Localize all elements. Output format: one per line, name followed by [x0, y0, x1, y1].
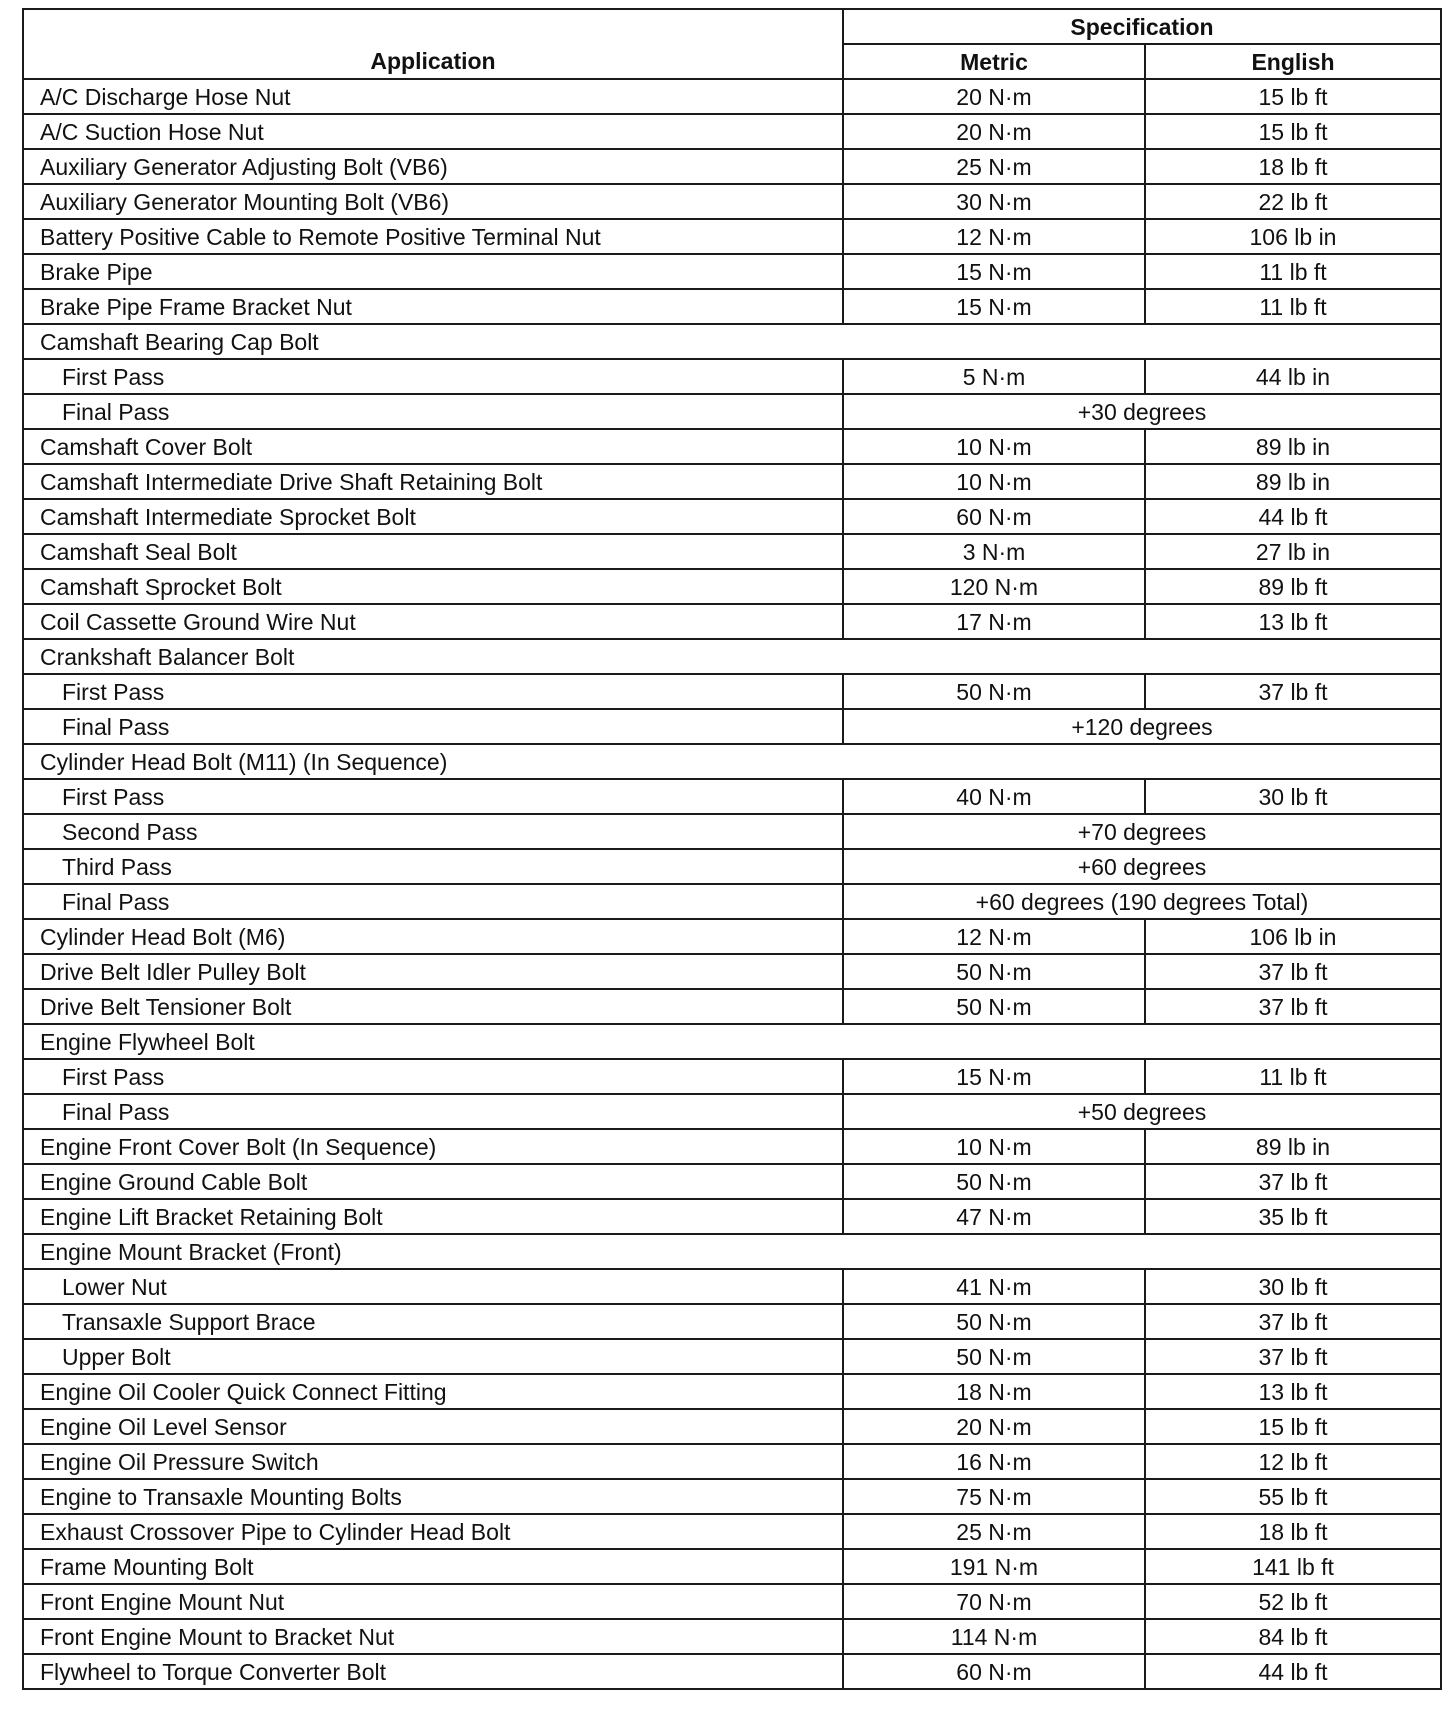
english-value-cell: 30 lb ft	[1145, 779, 1441, 814]
english-value-cell: 15 lb ft	[1145, 114, 1441, 149]
table-group-row	[23, 1234, 1441, 1269]
table-row	[23, 1269, 1441, 1304]
sub-application-cell: First Pass	[23, 779, 843, 814]
english-value-cell: 13 lb ft	[1145, 1374, 1441, 1409]
table-row	[23, 534, 1441, 569]
metric-value-cell: 120 N·m	[843, 569, 1145, 604]
application-cell: Auxiliary Generator Mounting Bolt (VB6)	[23, 184, 843, 219]
metric-value-cell: 15 N·m	[843, 254, 1145, 289]
empty-spec-cell	[843, 1024, 1441, 1059]
table-row	[23, 569, 1441, 604]
metric-value-cell: 60 N·m	[843, 499, 1145, 534]
application-cell: Exhaust Crossover Pipe to Cylinder Head Bolt	[23, 1514, 843, 1549]
table-row	[23, 1584, 1441, 1619]
metric-value-cell: 20 N·m	[843, 79, 1145, 114]
table-row	[23, 604, 1441, 639]
metric-value-cell: 25 N·m	[843, 1514, 1145, 1549]
english-value-cell: 37 lb ft	[1145, 989, 1441, 1024]
table-row	[23, 114, 1441, 149]
english-value-cell: 89 lb ft	[1145, 569, 1441, 604]
sub-application-cell: Final Pass	[23, 884, 843, 919]
sub-application-cell: Second Pass	[23, 814, 843, 849]
spec-table-body	[23, 79, 1441, 1689]
metric-value-cell: 50 N·m	[843, 954, 1145, 989]
table-row	[23, 1129, 1441, 1164]
english-value-cell: 13 lb ft	[1145, 604, 1441, 639]
metric-value-cell: 191 N·m	[843, 1549, 1145, 1584]
english-value-cell: 44 lb ft	[1145, 499, 1441, 534]
metric-value-cell: 40 N·m	[843, 779, 1145, 814]
english-value-cell: 37 lb ft	[1145, 954, 1441, 989]
application-cell: Flywheel to Torque Converter Bolt	[23, 1654, 843, 1689]
angle-spec-cell: +70 degrees	[843, 814, 1441, 849]
table-row	[23, 884, 1441, 919]
angle-spec-cell: +30 degrees	[843, 394, 1441, 429]
table-row	[23, 394, 1441, 429]
table-row	[23, 254, 1441, 289]
table-group-row	[23, 324, 1441, 359]
application-cell: Frame Mounting Bolt	[23, 1549, 843, 1584]
application-cell: A/C Discharge Hose Nut	[23, 79, 843, 114]
sub-application-cell: Final Pass	[23, 1094, 843, 1129]
english-value-cell: 37 lb ft	[1145, 674, 1441, 709]
application-cell: A/C Suction Hose Nut	[23, 114, 843, 149]
english-value-cell: 84 lb ft	[1145, 1619, 1441, 1654]
application-cell: Cylinder Head Bolt (M11) (In Sequence)	[23, 744, 843, 779]
english-value-cell: 35 lb ft	[1145, 1199, 1441, 1234]
english-value-cell: 22 lb ft	[1145, 184, 1441, 219]
metric-value-cell: 50 N·m	[843, 989, 1145, 1024]
application-cell: Engine Ground Cable Bolt	[23, 1164, 843, 1199]
empty-spec-cell	[843, 324, 1441, 359]
english-value-cell: 15 lb ft	[1145, 1409, 1441, 1444]
application-header: Application	[23, 9, 843, 79]
english-value-cell: 18 lb ft	[1145, 1514, 1441, 1549]
english-value-cell: 37 lb ft	[1145, 1304, 1441, 1339]
metric-value-cell: 17 N·m	[843, 604, 1145, 639]
table-row	[23, 499, 1441, 534]
table-row	[23, 954, 1441, 989]
application-cell: Brake Pipe	[23, 254, 843, 289]
application-cell: Drive Belt Tensioner Bolt	[23, 989, 843, 1024]
application-cell: Engine Oil Level Sensor	[23, 1409, 843, 1444]
english-value-cell: 141 lb ft	[1145, 1549, 1441, 1584]
metric-value-cell: 3 N·m	[843, 534, 1145, 569]
application-cell: Engine Lift Bracket Retaining Bolt	[23, 1199, 843, 1234]
application-cell: Brake Pipe Frame Bracket Nut	[23, 289, 843, 324]
english-value-cell: 55 lb ft	[1145, 1479, 1441, 1514]
application-cell: Auxiliary Generator Adjusting Bolt (VB6)	[23, 149, 843, 184]
english-value-cell: 106 lb in	[1145, 919, 1441, 954]
application-cell: Camshaft Seal Bolt	[23, 534, 843, 569]
table-row	[23, 1059, 1441, 1094]
application-cell: Camshaft Sprocket Bolt	[23, 569, 843, 604]
table-row	[23, 1619, 1441, 1654]
english-value-cell: 11 lb ft	[1145, 254, 1441, 289]
table-row	[23, 289, 1441, 324]
application-cell: Engine Mount Bracket (Front)	[23, 1234, 843, 1269]
application-cell: Front Engine Mount to Bracket Nut	[23, 1619, 843, 1654]
metric-value-cell: 114 N·m	[843, 1619, 1145, 1654]
english-value-cell: 11 lb ft	[1145, 1059, 1441, 1094]
application-cell: Coil Cassette Ground Wire Nut	[23, 604, 843, 639]
sub-application-cell: Final Pass	[23, 709, 843, 744]
table-group-row	[23, 639, 1441, 674]
metric-value-cell: 10 N·m	[843, 1129, 1145, 1164]
sub-application-cell: Final Pass	[23, 394, 843, 429]
sub-application-cell: Third Pass	[23, 849, 843, 884]
table-row	[23, 919, 1441, 954]
table-row	[23, 1094, 1441, 1129]
angle-spec-cell: +120 degrees	[843, 709, 1441, 744]
english-value-cell: 11 lb ft	[1145, 289, 1441, 324]
english-header: English	[1145, 44, 1441, 79]
metric-value-cell: 10 N·m	[843, 429, 1145, 464]
angle-spec-cell: +60 degrees	[843, 849, 1441, 884]
metric-header: Metric	[843, 44, 1145, 79]
table-row	[23, 359, 1441, 394]
angle-spec-cell: +50 degrees	[843, 1094, 1441, 1129]
english-value-cell: 15 lb ft	[1145, 79, 1441, 114]
english-value-cell: 27 lb in	[1145, 534, 1441, 569]
application-cell: Camshaft Cover Bolt	[23, 429, 843, 464]
table-row	[23, 1549, 1441, 1584]
sub-application-cell: Lower Nut	[23, 1269, 843, 1304]
metric-value-cell: 12 N·m	[843, 919, 1145, 954]
metric-value-cell: 18 N·m	[843, 1374, 1145, 1409]
metric-value-cell: 50 N·m	[843, 1164, 1145, 1199]
specification-header: Specification	[843, 9, 1441, 44]
application-cell: Crankshaft Balancer Bolt	[23, 639, 843, 674]
table-group-row	[23, 1024, 1441, 1059]
metric-value-cell: 60 N·m	[843, 1654, 1145, 1689]
table-row	[23, 1514, 1441, 1549]
application-cell: Camshaft Intermediate Sprocket Bolt	[23, 499, 843, 534]
table-row	[23, 184, 1441, 219]
english-value-cell: 106 lb in	[1145, 219, 1441, 254]
application-cell: Engine to Transaxle Mounting Bolts	[23, 1479, 843, 1514]
metric-value-cell: 75 N·m	[843, 1479, 1145, 1514]
application-cell: Engine Flywheel Bolt	[23, 1024, 843, 1059]
table-row	[23, 674, 1441, 709]
application-cell: Engine Oil Cooler Quick Connect Fitting	[23, 1374, 843, 1409]
metric-value-cell: 47 N·m	[843, 1199, 1145, 1234]
metric-value-cell: 12 N·m	[843, 219, 1145, 254]
empty-spec-cell	[843, 1234, 1441, 1269]
metric-value-cell: 70 N·m	[843, 1584, 1145, 1619]
table-row	[23, 464, 1441, 499]
metric-value-cell: 10 N·m	[843, 464, 1145, 499]
application-cell: Camshaft Bearing Cap Bolt	[23, 324, 843, 359]
table-row	[23, 429, 1441, 464]
english-value-cell: 12 lb ft	[1145, 1444, 1441, 1479]
table-row	[23, 79, 1441, 114]
english-value-cell: 52 lb ft	[1145, 1584, 1441, 1619]
application-cell: Camshaft Intermediate Drive Shaft Retaining Bolt	[23, 464, 843, 499]
sub-application-cell: First Pass	[23, 1059, 843, 1094]
application-cell: Cylinder Head Bolt (M6)	[23, 919, 843, 954]
english-value-cell: 89 lb in	[1145, 429, 1441, 464]
table-row	[23, 1199, 1441, 1234]
table-row	[23, 1479, 1441, 1514]
application-cell: Front Engine Mount Nut	[23, 1584, 843, 1619]
sub-application-cell: First Pass	[23, 359, 843, 394]
english-value-cell: 37 lb ft	[1145, 1164, 1441, 1199]
english-value-cell: 18 lb ft	[1145, 149, 1441, 184]
torque-spec-table	[22, 8, 1442, 1690]
english-value-cell: 89 lb in	[1145, 464, 1441, 499]
metric-value-cell: 5 N·m	[843, 359, 1145, 394]
table-row	[23, 709, 1441, 744]
application-cell: Engine Oil Pressure Switch	[23, 1444, 843, 1479]
metric-value-cell: 16 N·m	[843, 1444, 1145, 1479]
english-value-cell: 44 lb in	[1145, 359, 1441, 394]
table-row	[23, 814, 1441, 849]
application-cell: Engine Front Cover Bolt (In Sequence)	[23, 1129, 843, 1164]
english-value-cell: 30 lb ft	[1145, 1269, 1441, 1304]
metric-value-cell: 20 N·m	[843, 1409, 1145, 1444]
empty-spec-cell	[843, 744, 1441, 779]
angle-spec-cell: +60 degrees (190 degrees Total)	[843, 884, 1441, 919]
metric-value-cell: 41 N·m	[843, 1269, 1145, 1304]
empty-spec-cell	[843, 639, 1441, 674]
metric-value-cell: 50 N·m	[843, 1304, 1145, 1339]
metric-value-cell: 20 N·m	[843, 114, 1145, 149]
metric-value-cell: 15 N·m	[843, 289, 1145, 324]
sub-application-cell: First Pass	[23, 674, 843, 709]
table-row	[23, 989, 1441, 1024]
application-cell: Drive Belt Idler Pulley Bolt	[23, 954, 843, 989]
metric-value-cell: 50 N·m	[843, 1339, 1145, 1374]
table-row	[23, 1444, 1441, 1479]
english-value-cell: 89 lb in	[1145, 1129, 1441, 1164]
metric-value-cell: 25 N·m	[843, 149, 1145, 184]
header-row-top	[23, 9, 1441, 44]
table-row	[23, 779, 1441, 814]
table-row	[23, 219, 1441, 254]
english-value-cell: 44 lb ft	[1145, 1654, 1441, 1689]
english-value-cell: 37 lb ft	[1145, 1339, 1441, 1374]
table-row	[23, 1409, 1441, 1444]
table-row	[23, 1304, 1441, 1339]
metric-value-cell: 15 N·m	[843, 1059, 1145, 1094]
sub-application-cell: Upper Bolt	[23, 1339, 843, 1374]
table-group-row	[23, 744, 1441, 779]
table-row	[23, 1164, 1441, 1199]
table-row	[23, 1654, 1441, 1689]
sub-application-cell: Transaxle Support Brace	[23, 1304, 843, 1339]
table-row	[23, 1374, 1441, 1409]
metric-value-cell: 50 N·m	[843, 674, 1145, 709]
table-row	[23, 1339, 1441, 1374]
table-row	[23, 849, 1441, 884]
application-cell: Battery Positive Cable to Remote Positive Terminal Nut	[23, 219, 843, 254]
metric-value-cell: 30 N·m	[843, 184, 1145, 219]
table-row	[23, 149, 1441, 184]
